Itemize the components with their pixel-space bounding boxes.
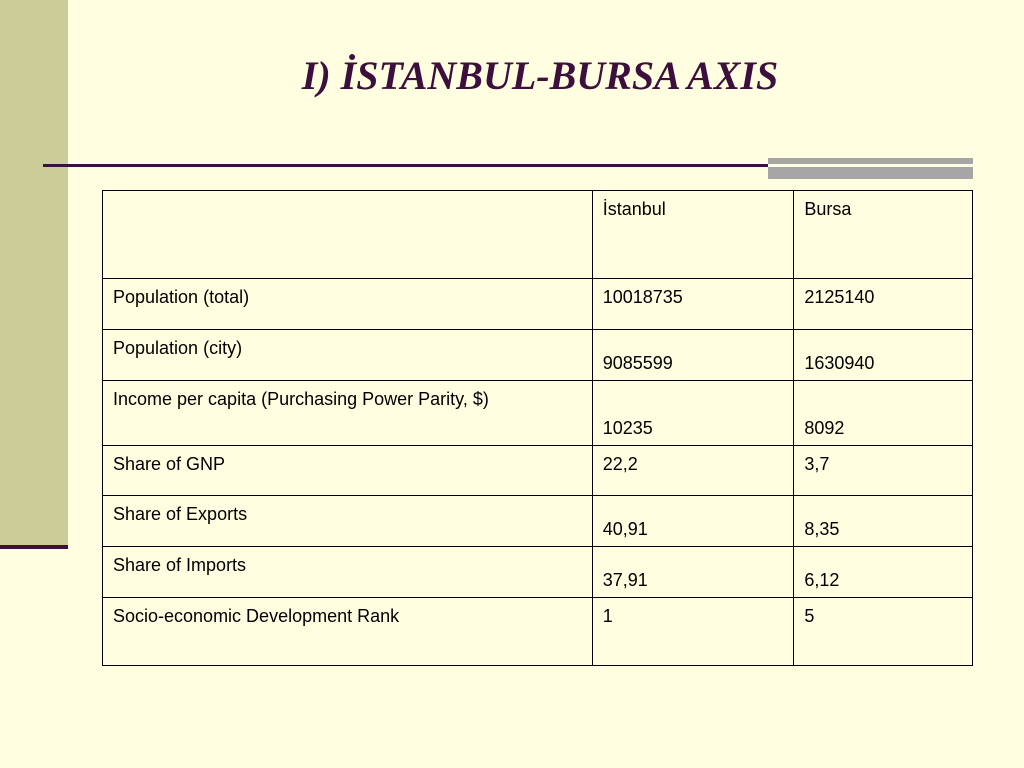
header-cell-istanbul: İstanbul <box>592 191 794 279</box>
table-row <box>103 446 973 496</box>
istanbul-value: 10235 <box>592 381 794 446</box>
istanbul-value: 37,91 <box>592 547 794 598</box>
bursa-value: 5 <box>794 598 973 666</box>
bursa-value: 8,35 <box>794 496 973 547</box>
row-label: Socio-economic Development Rank <box>103 598 593 666</box>
divider-accent <box>768 158 973 179</box>
table-header-row <box>103 191 973 279</box>
row-label: Share of GNP <box>103 446 593 496</box>
row-label: Share of Imports <box>103 547 593 598</box>
row-label: Population (total) <box>103 279 593 330</box>
bursa-value: 8092 <box>794 381 973 446</box>
header-cell-bursa: Bursa <box>794 191 973 279</box>
table-row <box>103 279 973 330</box>
comparison-table <box>102 190 973 666</box>
row-label-cell <box>103 381 593 446</box>
istanbul-value: 40,91 <box>592 496 794 547</box>
bursa-value: 6,12 <box>794 547 973 598</box>
table-row <box>103 381 973 446</box>
istanbul-value: 10018735 <box>592 279 794 330</box>
sidebar-underline <box>0 545 68 549</box>
row-label: Income per capita (Purchasing Power Parity, $) <box>113 389 489 409</box>
istanbul-value: 1 <box>592 598 794 666</box>
row-label: Share of Exports <box>103 496 593 547</box>
bursa-value: 3,7 <box>794 446 973 496</box>
bursa-value: 2125140 <box>794 279 973 330</box>
istanbul-value: 22,2 <box>592 446 794 496</box>
bursa-value: 1630940 <box>794 330 973 381</box>
slide-title: I) İSTANBUL-BURSA AXIS <box>301 53 779 98</box>
istanbul-value: 9085599 <box>592 330 794 381</box>
header-cell-empty <box>103 191 593 279</box>
table-row <box>103 547 973 598</box>
table-row <box>103 496 973 547</box>
table-row <box>103 330 973 381</box>
row-label: Population (city) <box>103 330 593 381</box>
table-row <box>103 598 973 666</box>
